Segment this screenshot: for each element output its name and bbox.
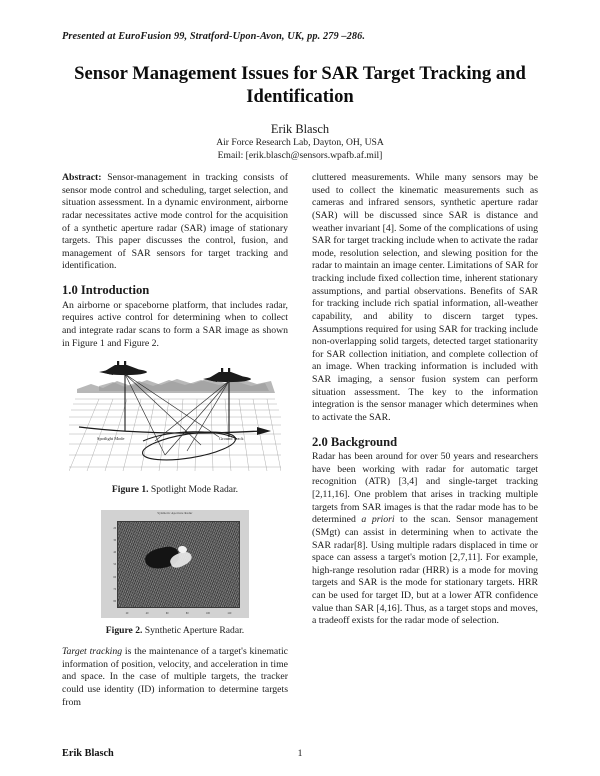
figure-1-caption-text: Spotlight Mode Radar. (148, 484, 239, 496)
background-body-b: to the scan. Sensor management (SMgt) can assist in determining when to activate the SAR radar[8]. Using multiple radars displaced in time or space can assess a target's motion [2,7,11]. For example, high-range resolution radar (HRR) is a mode for moving targets and SAR is the mode for stationary targets. HRR can be used for target ID, but at a lower ATR confidence value than SAR [4,16]. Thus, as a target stops and moves, a tradeoff exists for the radar mode of selection. (312, 514, 538, 627)
figure-2-caption-label: Figure 2. (105, 624, 143, 636)
figure-1-caption-label: Figure 1. (111, 484, 149, 496)
footer-page-number: 1 (297, 748, 303, 759)
spotlight-mode-radar-diagram (69, 359, 281, 477)
background-paragraph (312, 451, 538, 628)
figure-1-artwork (69, 359, 281, 477)
x-tick: 100 (205, 612, 210, 616)
author-block (62, 121, 538, 163)
figure-2-mini-title: Synthetic Aperture Radar (157, 510, 193, 515)
author-name: Erik Blasch (270, 122, 330, 136)
venue-citation-line: Presented at EuroFusion 99, Stratford-Upon-Avon, UK, pp. 279 –286. (62, 31, 366, 42)
figure-1 (62, 359, 288, 496)
x-tick: 120 (227, 612, 232, 616)
abstract-paragraph (62, 172, 288, 273)
figure-2-caption (62, 625, 288, 637)
figure-1-caption (62, 484, 288, 496)
page-title: Sensor Management Issues for SAR Target Tracking and Identification (74, 63, 526, 108)
sar-image-canvas (117, 521, 240, 608)
right-column (312, 172, 538, 628)
y-tick: 60 (113, 575, 116, 579)
left-column (62, 172, 288, 709)
figure-2-caption-text: Synthetic Aperture Radar. (142, 624, 245, 636)
aircraft-icon-right (203, 368, 251, 382)
figure-2-y-axis-ticks (104, 523, 116, 609)
x-tick: 60 (165, 612, 169, 616)
target-tracking-body: is the maintenance of a target's kinematic information of position, velocity, and acceleration in time and space. In the case of multiple targets, the tracker could use identity (ID) information to determine targets from (62, 646, 289, 708)
figure-2-x-axis-ticks (117, 613, 240, 616)
aircraft-icon-left (99, 361, 147, 375)
right-column-paragraph-1: cluttered measurements. While many sensors may be used to collect the kinematic measurements such as cameras and infrared sensors, synthetic aperture radar (SAR) will be discussed since SAR is distance and weather invariant [4]. Some of the complications of using SAR for target tracking include when to activate the radar mode, resolution selection, and slewing position for the radar to maintain an image center. Limitations of SAR for tracking include fixed collection time, inherent stationary assumptions, and partial observations. Benefits of SAR for tracking include rich spatial information, all-weather capability, and ability to discern target types. Assumptions required for using SAR for tracking include non-overlapping solid targets, detected target stationarity for SAR collection initiation, and complete collection of an image. When tracking information is included with SAR imaging, a sensor fusion system can perform situation assessment. The key to the information integration is the sensor manager which determines when to activate the SAR. (312, 172, 538, 423)
spotlight-mode-label: Spotlight Mode (97, 436, 125, 442)
section-heading-background: 2.0 Background (312, 434, 398, 449)
y-tick: 20 (113, 526, 116, 530)
x-tick: 20 (125, 612, 129, 616)
y-tick: 30 (113, 538, 116, 542)
background-body-a: Radar has been around for over 50 years and researchers have been working with radar for automatic target recognition (ATR) [3,4] and single-target tracking [2,11,16]. One problem that arises in tracking multiple targets from SAR images is that the radar mode has to be determined (312, 451, 538, 526)
target-tracking-italic-lead: Target tracking (62, 646, 123, 658)
ground-track-arrow (79, 427, 271, 435)
figure-2 (62, 510, 288, 637)
y-tick: 70 (113, 587, 116, 591)
section-heading-introduction: 1.0 Introduction (62, 283, 150, 297)
author-email: Email: [erik.blasch@sensors.wpafb.af.mil] (217, 150, 383, 162)
background-italic-term: a priori (361, 514, 395, 526)
abstract-label: Abstract: (62, 172, 102, 183)
target-tracking-paragraph (62, 646, 288, 709)
author-affiliation: Air Force Research Lab, Dayton, OH, USA (216, 137, 384, 149)
figure-2-frame (101, 510, 249, 618)
footer-author-name: Erik Blasch (62, 748, 114, 759)
abstract-body: Sensor-management in tracking consists of sensor mode control and scheduling, target selection, and situation assessment. In a dynamic environment, airborne radar necessitates active mode control for the acquisition of a synthetic aperture radar (SAR) image of stationary targets. This paper discusses the control, fusion, and management of SAR sensors for target tracking and identification. (62, 172, 288, 272)
introduction-paragraph: An airborne or spaceborne platform, that includes radar, requires active control for determining when to collect and integrate radar scans to form a SAR image as shown in Figure 1 and Figure 2. (62, 299, 288, 349)
x-tick: 40 (145, 612, 149, 616)
y-tick: 80 (113, 600, 116, 604)
y-tick: 40 (113, 551, 116, 555)
ground-track-label: Ground Track (219, 436, 244, 442)
y-tick: 50 (113, 563, 116, 567)
x-tick: 80 (185, 612, 189, 616)
